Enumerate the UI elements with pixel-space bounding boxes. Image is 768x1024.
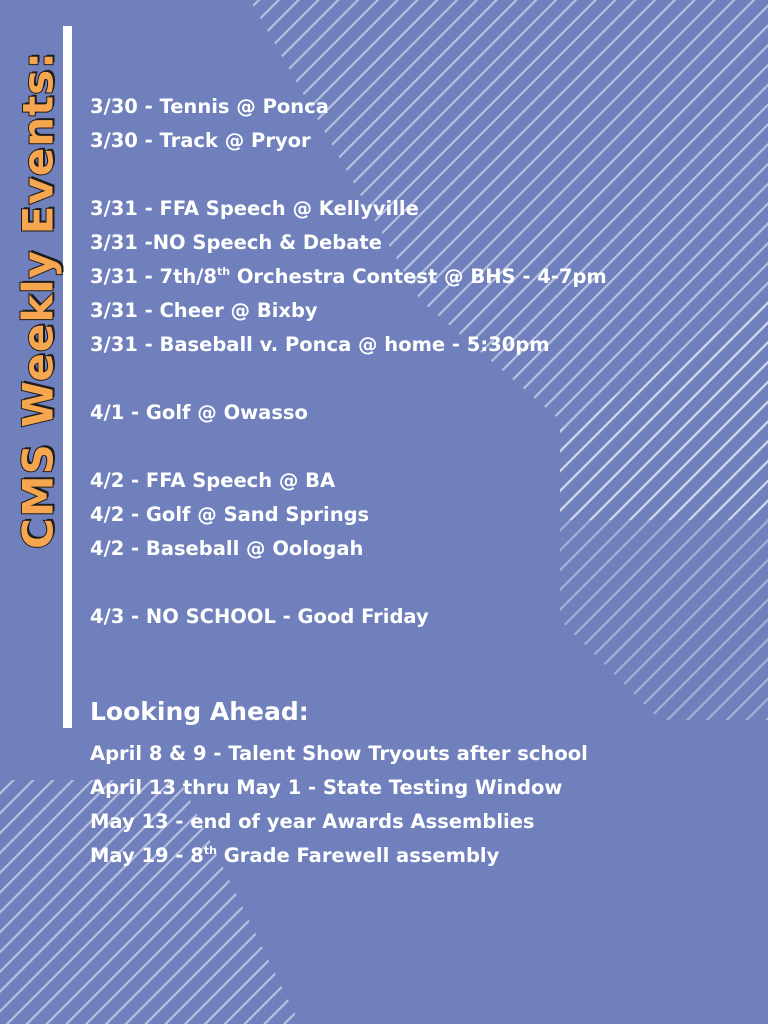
event-item: 3/30 - Tennis @ Ponca (90, 95, 329, 118)
looking-ahead-heading: Looking Ahead: (90, 697, 309, 726)
event-item: 3/31 - Cheer @ Bixby (90, 299, 318, 322)
looking-ahead-list (90, 737, 750, 873)
event-item: 4/1 - Golf @ Owasso (90, 401, 308, 424)
event-item: 4/2 - FFA Speech @ BA (90, 469, 336, 492)
event-item: 3/31 - FFA Speech @ Kellyville (90, 197, 419, 220)
vertical-divider-bar (63, 26, 72, 728)
event-item: 3/31 - Baseball v. Ponca @ home - 5:30pm (90, 333, 550, 356)
event-item: 4/3 - NO SCHOOL - Good Friday (90, 605, 429, 628)
upcoming-item: April 13 thru May 1 - State Testing Window (90, 776, 563, 799)
weekly-events-list (90, 90, 750, 634)
event-item: 4/2 - Baseball @ Oologah (90, 537, 364, 560)
event-item: 3/31 -NO Speech & Debate (90, 231, 382, 254)
event-item: 4/2 - Golf @ Sand Springs (90, 503, 370, 526)
upcoming-item: May 13 - end of year Awards Assemblies (90, 810, 535, 833)
event-item: 3/30 - Track @ Pryor (90, 129, 311, 152)
upcoming-item: April 8 & 9 - Talent Show Tryouts after school (90, 742, 588, 765)
page-title: CMS Weekly Events: (13, 51, 63, 549)
event-item: 3/31 - 7th/8th Orchestra Contest @ BHS - 4-7pm (90, 265, 607, 288)
upcoming-item: May 19 - 8th Grade Farewell assembly (90, 844, 500, 867)
